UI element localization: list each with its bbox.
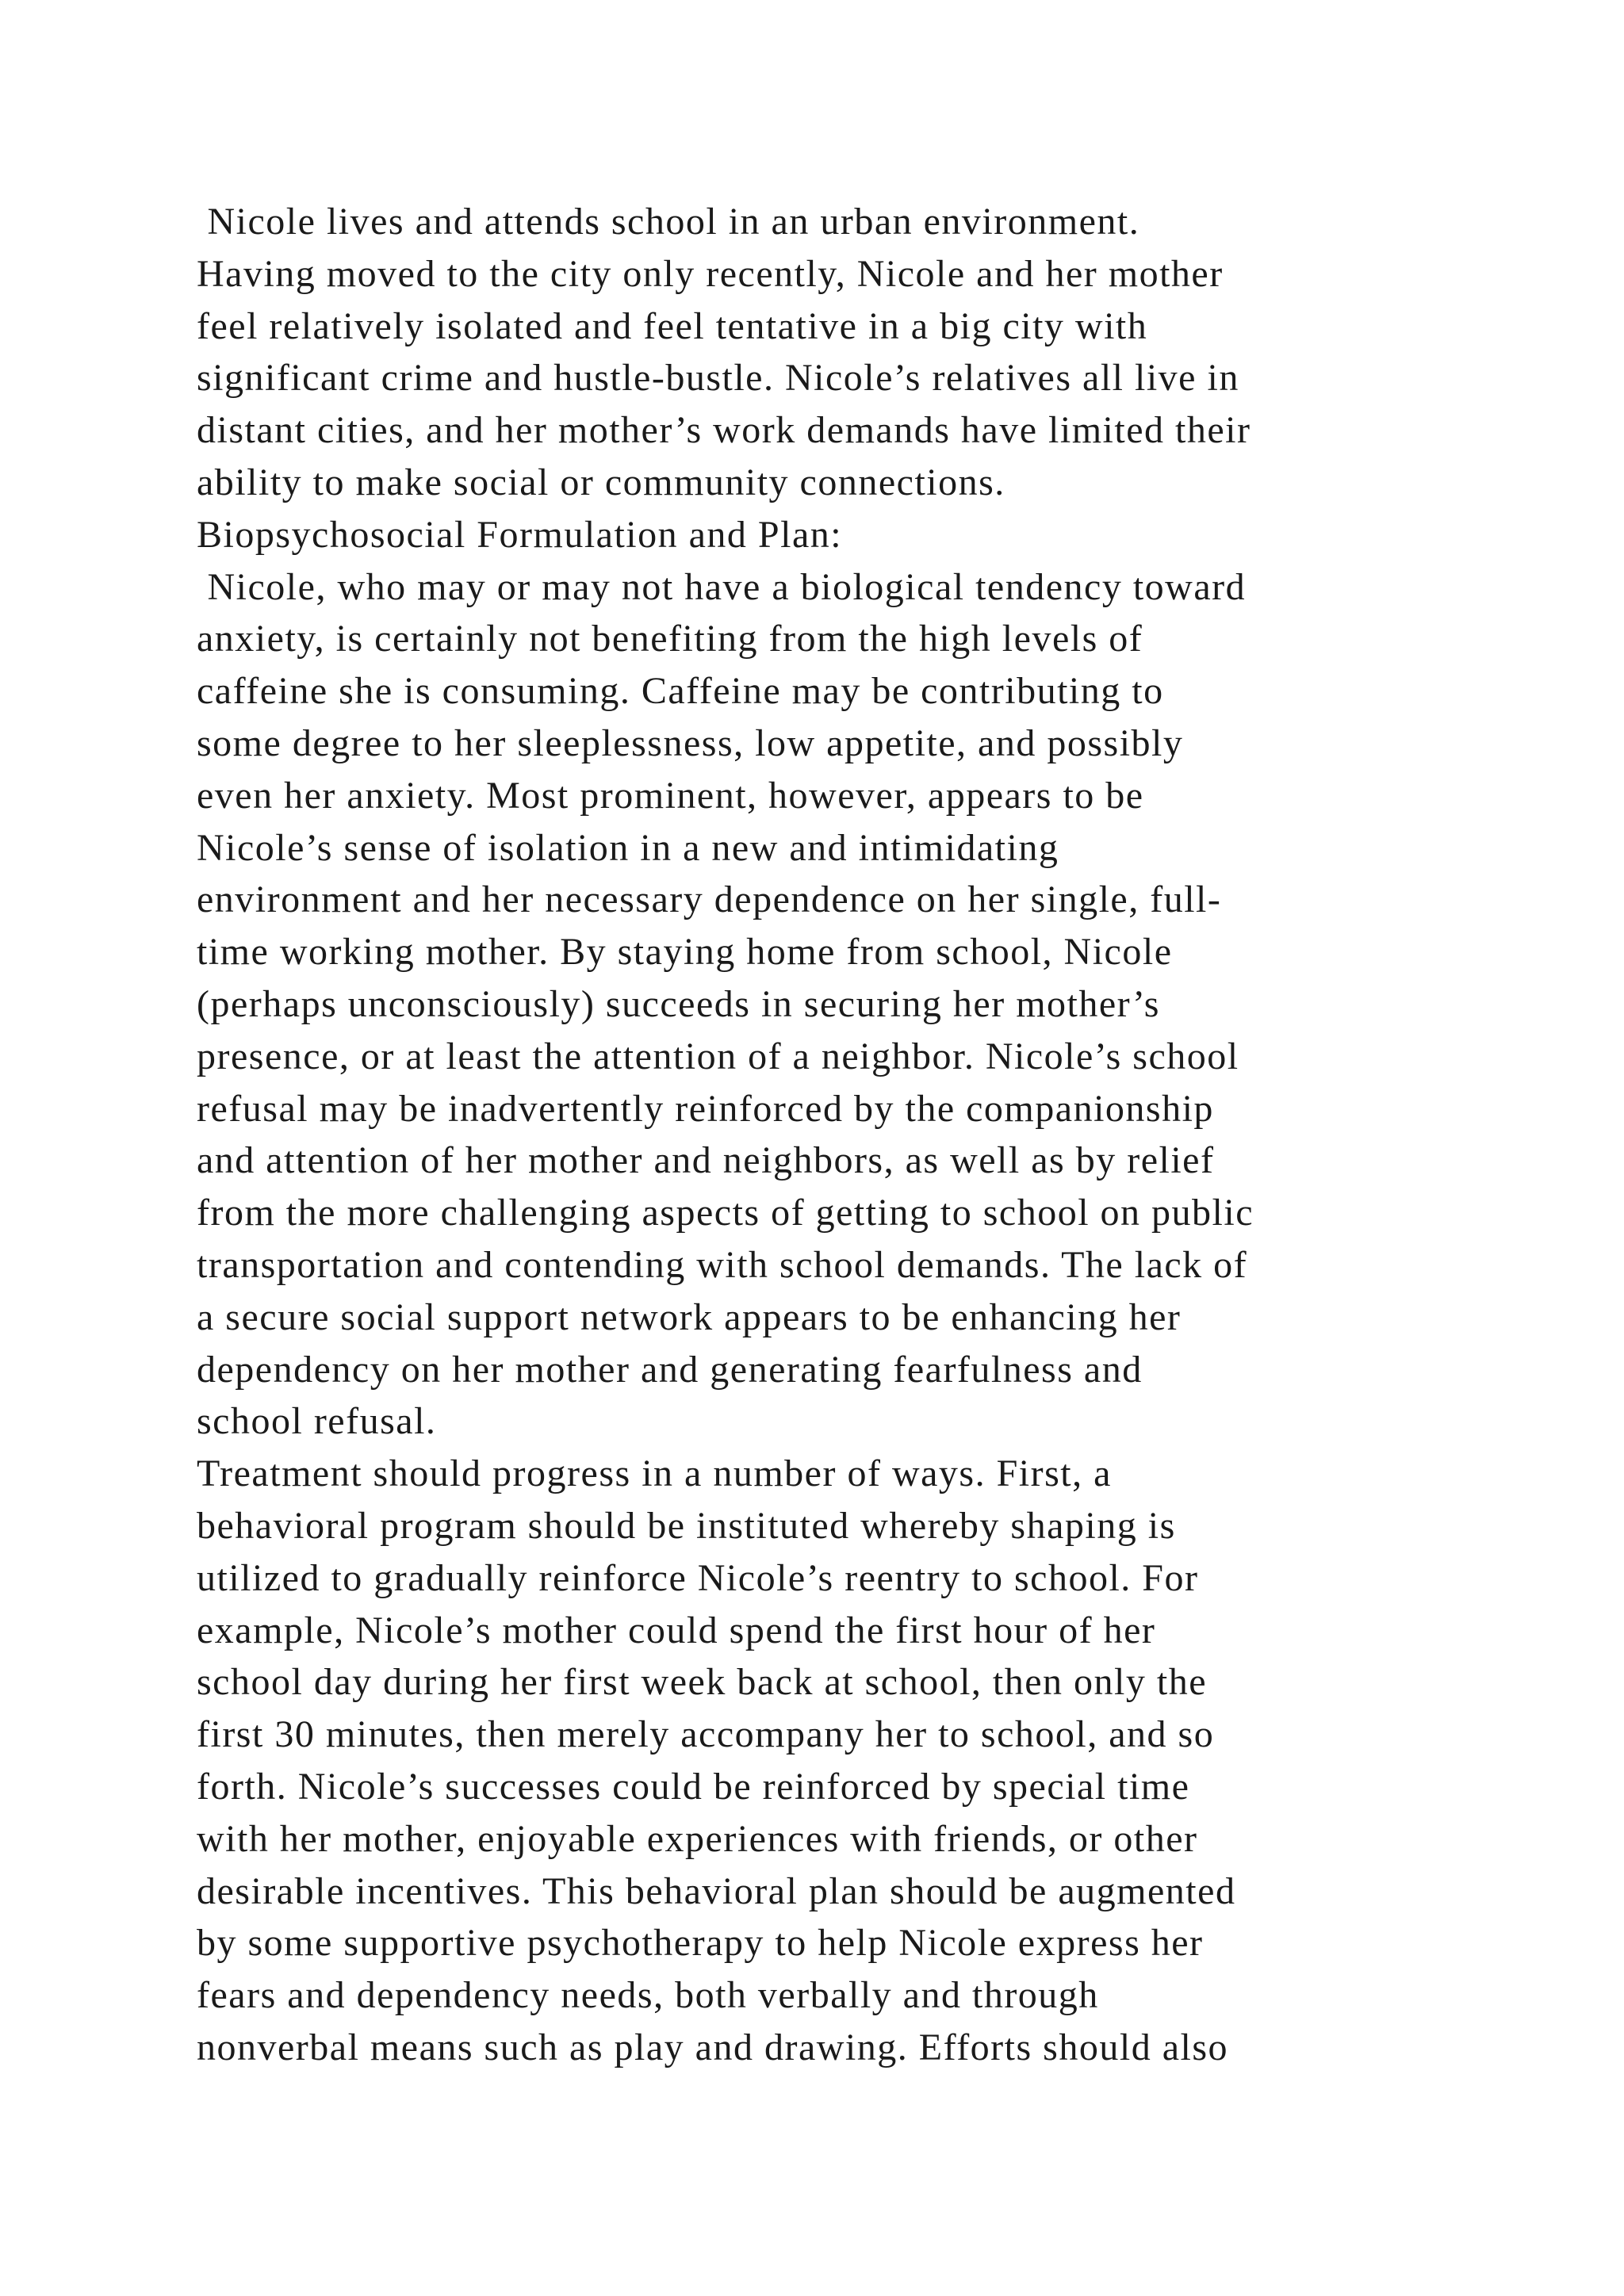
text-line: fears and dependency needs, both verbally and through: [197, 1974, 1099, 2017]
text-line: with her mother, enjoyable experiences with friends, or other: [197, 1817, 1198, 1860]
text-line: dependency on her mother and generating fearfulness and: [197, 1348, 1143, 1391]
body-text: [197, 196, 1465, 2074]
text-line: presence, or at least the attention of a neighbor. Nicole’s school: [197, 1035, 1239, 1077]
text-line: caffeine she is consuming. Caffeine may be contributing to: [197, 670, 1164, 713]
text-line: from the more challenging aspects of getting to school on public: [197, 1192, 1254, 1234]
text-line: some degree to her sleeplessness, low appetite, and possibly: [197, 721, 1184, 764]
text-line: school refusal.: [197, 1400, 437, 1443]
text-line: desirable incentives. This behavioral plan should be augmented: [197, 1869, 1236, 1912]
text-line: Treatment should progress in a number of ways. First, a: [197, 1452, 1112, 1495]
text-line: even her anxiety. Most prominent, however, appears to be: [197, 774, 1144, 817]
text-line: Biopsychosocial Formulation and Plan:: [197, 513, 843, 556]
text-line: Nicole lives and attends school in an urban environment.: [197, 201, 1140, 243]
text-line: time working mother. By staying home from school, Nicole: [197, 931, 1173, 974]
text-line: by some supportive psychotherapy to help Nicole express her: [197, 1922, 1204, 1965]
text-line: forth. Nicole’s successes could be reinforced by special time: [197, 1765, 1190, 1808]
text-line: Having moved to the city only recently, Nicole and her mother: [197, 252, 1224, 295]
text-line: distant cities, and her mother’s work demands have limited their: [197, 409, 1251, 452]
text-line: refusal may be inadvertently reinforced by the companionship: [197, 1087, 1214, 1130]
text-line: environment and her necessary dependence on her single, full-: [197, 878, 1222, 921]
text-line: significant crime and hustle-bustle. Nicole’s relatives all live in: [197, 357, 1239, 400]
text-line: (perhaps unconsciously) succeeds in securing her mother’s: [197, 982, 1160, 1025]
text-line: behavioral program should be instituted whereby shaping is: [197, 1504, 1176, 1547]
text-line: anxiety, is certainly not benefiting from the high levels of: [197, 618, 1143, 660]
text-line: first 30 minutes, then merely accompany her to school, and so: [197, 1713, 1215, 1756]
text-line: Nicole, who may or may not have a biological tendency toward: [197, 565, 1247, 608]
text-line: and attention of her mother and neighbors, as well as by relief: [197, 1139, 1215, 1182]
text-line: school day during her first week back at school, then only the: [197, 1661, 1208, 1704]
text-line: example, Nicole’s mother could spend the first hour of her: [197, 1609, 1156, 1651]
text-line: feel relatively isolated and feel tentative in a big city with: [197, 304, 1148, 347]
text-line: transportation and contending with school demands. The lack of: [197, 1243, 1248, 1286]
text-line: utilized to gradually reinforce Nicole’s reentry to school. For: [197, 1556, 1199, 1599]
text-line: ability to make social or community connections.: [197, 461, 1005, 503]
text-line: a secure social support network appears to be enhancing her: [197, 1295, 1182, 1338]
text-line: Nicole’s sense of isolation in a new and intimidating: [197, 826, 1059, 869]
text-line: nonverbal means such as play and drawing. Efforts should also: [197, 2026, 1229, 2068]
